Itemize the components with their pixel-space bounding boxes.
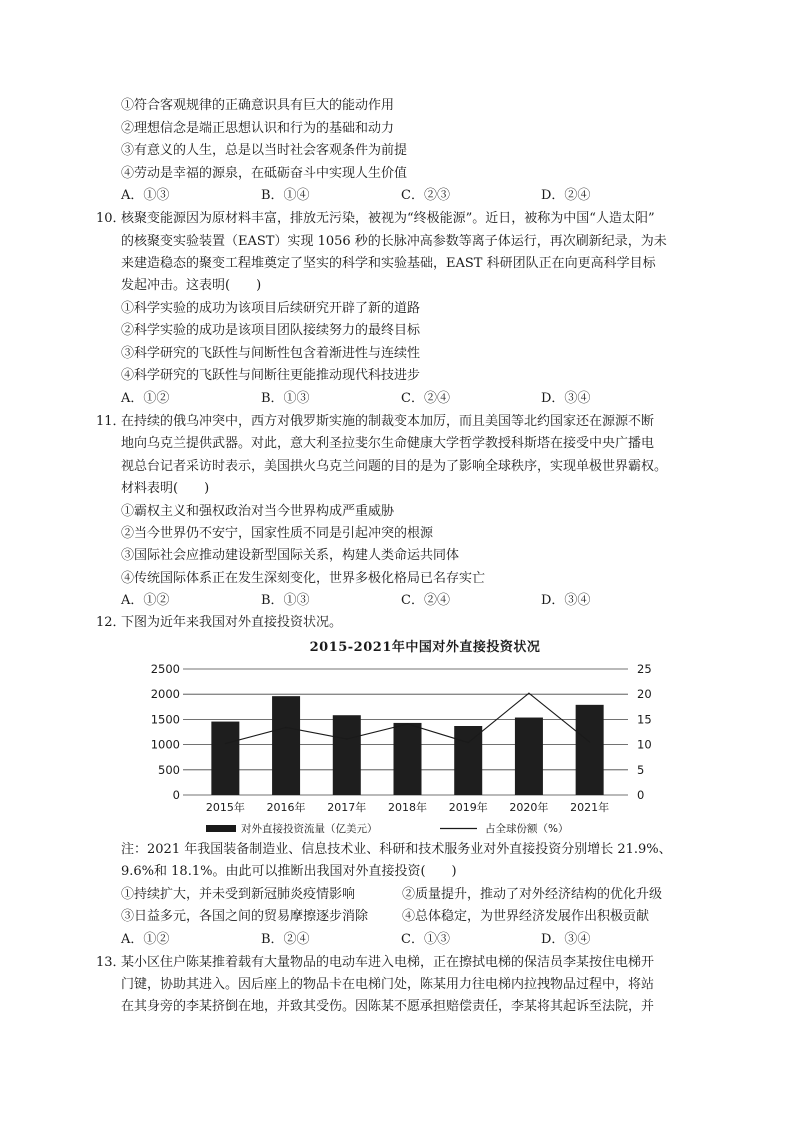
share-point — [285, 727, 286, 728]
q11-option-d[interactable]: D．③④ — [541, 593, 591, 608]
q13-stem-1: 某小区住户陈某推着载有大量物品的电动车进入电梯，正在擦拭电梯的保洁员李某按住电梯开 — [121, 955, 655, 970]
q9-item-1: ①符合客观规律的正确意识具有巨大的能动作用 — [121, 98, 395, 113]
q12-item-1: ①持续扩大，并未受到新冠肺炎疫情影响 — [121, 887, 356, 902]
q13-stem-3: 在其身旁的李某挤倒在地，并致其受伤。因陈某不愿承担赔偿责任，李某将其起诉至法院，并 — [121, 999, 655, 1014]
share-point — [468, 742, 469, 743]
q9-option-b[interactable]: B．①④ — [261, 188, 310, 203]
q10-stem-2: 的核聚变实验装置（EAST）实现 1056 秒的长脉冲高参数等离子体运行，再次刷新纪录，为未 — [121, 234, 667, 249]
q10-stem-4: 发起冲击。这表明( ) — [121, 278, 262, 293]
q12-stem: 下图为近年来我国对外直接投资状况。 — [121, 615, 343, 630]
x-tick-label: 2017年 — [327, 801, 367, 814]
fdi-chart — [0, 652, 794, 852]
chart-title: 2015-2021年中国对外直接投资状况 — [309, 640, 541, 655]
legend-bar-label: 对外直接投资流量（亿美元） — [241, 823, 378, 835]
q10-option-b[interactable]: B．①③ — [261, 391, 310, 406]
share-point — [346, 738, 347, 739]
q12-number: 12． — [96, 615, 126, 630]
x-tick-label: 2019年 — [448, 801, 488, 814]
q10-stem-3: 来建造稳态的聚变工程堆奠定了坚实的科学和实验基础，EAST 科研团队正在向更高科学目标 — [121, 256, 656, 271]
bar — [394, 723, 422, 795]
y-right-tick-label: 10 — [637, 737, 652, 752]
y-left-tick-label: 1500 — [150, 712, 180, 727]
q10-option-d[interactable]: D．③④ — [541, 391, 591, 406]
x-tick-label: 2020年 — [509, 801, 549, 814]
bar — [454, 726, 482, 795]
x-tick-label: 2015年 — [205, 801, 245, 814]
bar — [515, 718, 543, 795]
q11-number: 11． — [96, 414, 126, 429]
q9-option-c[interactable]: C．②③ — [401, 188, 450, 203]
q11-item-1: ①霸权主义和强权政治对当今世界构成严重威胁 — [121, 504, 395, 519]
bar — [333, 715, 361, 795]
q10-item-2: ②科学实验的成功是该项目团队接续努力的最终目标 — [121, 323, 421, 338]
q11-item-4: ④传统国际体系正在发生深刻变化，世界多极化格局已名存实亡 — [121, 571, 486, 586]
q12-note-2: 9.6%和 18.1%。由此可以推断出我国对外直接投资( ) — [121, 864, 457, 879]
share-point — [528, 693, 529, 694]
q10-option-a[interactable]: A．①② — [121, 391, 170, 406]
y-right-tick-label: 0 — [637, 788, 645, 802]
y-left-tick-label: 1000 — [150, 737, 180, 752]
q12-option-b[interactable]: B．②④ — [261, 932, 310, 947]
q11-item-3: ③国际社会应推动建设新型国际关系，构建人类命运共同体 — [121, 548, 460, 563]
q11-option-b[interactable]: B．①③ — [261, 593, 310, 608]
q10-option-c[interactable]: C．②④ — [401, 391, 450, 406]
q9-item-4: ④劳动是幸福的源泉，在砥砺奋斗中实现人生价值 — [121, 166, 408, 181]
q12-option-a[interactable]: A．①② — [121, 932, 170, 947]
share-point — [225, 743, 226, 744]
x-tick-label: 2016年 — [266, 801, 306, 814]
q12-item-4: ④总体稳定，为世界经济发展作出积极贡献 — [402, 909, 650, 924]
bar — [211, 722, 239, 795]
q12-note-1: 注：2021 年我国装备制造业、信息技术业、科研和技术服务业对外直接投资分别增长 21.9%、 — [121, 842, 672, 857]
legend-line-label: 占全球份额（%） — [485, 823, 569, 835]
q10-item-1: ①科学实验的成功为该项目后续研究开辟了新的道路 — [121, 301, 421, 316]
share-point — [589, 741, 590, 742]
q10-item-3: ③科学研究的飞跃性与间断性包含着渐进性与连续性 — [121, 346, 421, 361]
y-right-tick-label: 25 — [637, 662, 652, 676]
y-left-tick-label: 2000 — [150, 687, 180, 702]
bar — [576, 705, 604, 795]
q12-option-d[interactable]: D．③④ — [541, 932, 591, 947]
x-tick-label: 2021年 — [570, 801, 610, 814]
x-tick-label: 2018年 — [388, 801, 427, 814]
legend-bar-swatch — [206, 825, 236, 832]
q11-option-c[interactable]: C．②④ — [401, 593, 450, 608]
q9-option-d[interactable]: D．②④ — [541, 188, 591, 203]
q12-option-c[interactable]: C．①③ — [401, 932, 450, 947]
y-right-tick-label: 15 — [637, 712, 652, 727]
bar — [272, 696, 300, 795]
q10-number: 10． — [96, 211, 126, 226]
q9-item-2: ②理想信念是端正思想认识和行为的基础和动力 — [121, 121, 395, 136]
q10-stem-1: 核聚变能源因为原材料丰富，排放无污染，被视为“终极能源”。近日，被称为中国“人造太阳” — [121, 211, 655, 226]
q10-item-4: ④科学研究的飞跃性与间断往更能推动现代科技进步 — [121, 368, 421, 383]
q11-stem-1: 在持续的俄乌冲突中，西方对俄罗斯实施的制裁变本加厉，而且美国等北约国家还在源源不断 — [121, 414, 655, 429]
q9-option-a[interactable]: A．①③ — [121, 188, 170, 203]
share-point — [407, 723, 408, 724]
q11-stem-2: 地向乌克兰提供武器。对此，意大利圣拉斐尔生命健康大学哲学教授科斯塔在接受中央广播电 — [121, 436, 655, 451]
y-right-tick-label: 5 — [637, 762, 645, 777]
y-left-tick-label: 0 — [172, 788, 180, 802]
q12-item-3: ③日益多元，各国之间的贸易摩擦逐步消除 — [121, 909, 369, 924]
y-left-tick-label: 2500 — [150, 662, 180, 676]
q12-item-2: ②质量提升，推动了对外经济结构的优化升级 — [402, 887, 663, 902]
q11-stem-3: 视总台记者采访时表示，美国拱火乌克兰问题的目的是为了影响全球秩序，实现单极世界霸权。 — [121, 459, 668, 474]
q9-item-3: ③有意义的人生，总是以当时社会客观条件为前提 — [121, 143, 408, 158]
q13-stem-2: 门键，协助其进入。因后座上的物品卡在电梯门处，陈某用力往电梯内拉拽物品过程中，将站 — [121, 977, 655, 992]
q11-item-2: ②当今世界仍不安宁，国家性质不同是引起冲突的根源 — [121, 526, 434, 541]
q11-stem-4: 材料表明( ) — [121, 481, 210, 496]
y-right-tick-label: 20 — [637, 687, 652, 702]
q11-option-a[interactable]: A．①② — [121, 593, 170, 608]
y-left-tick-label: 500 — [158, 762, 180, 777]
q13-number: 13． — [96, 955, 126, 970]
